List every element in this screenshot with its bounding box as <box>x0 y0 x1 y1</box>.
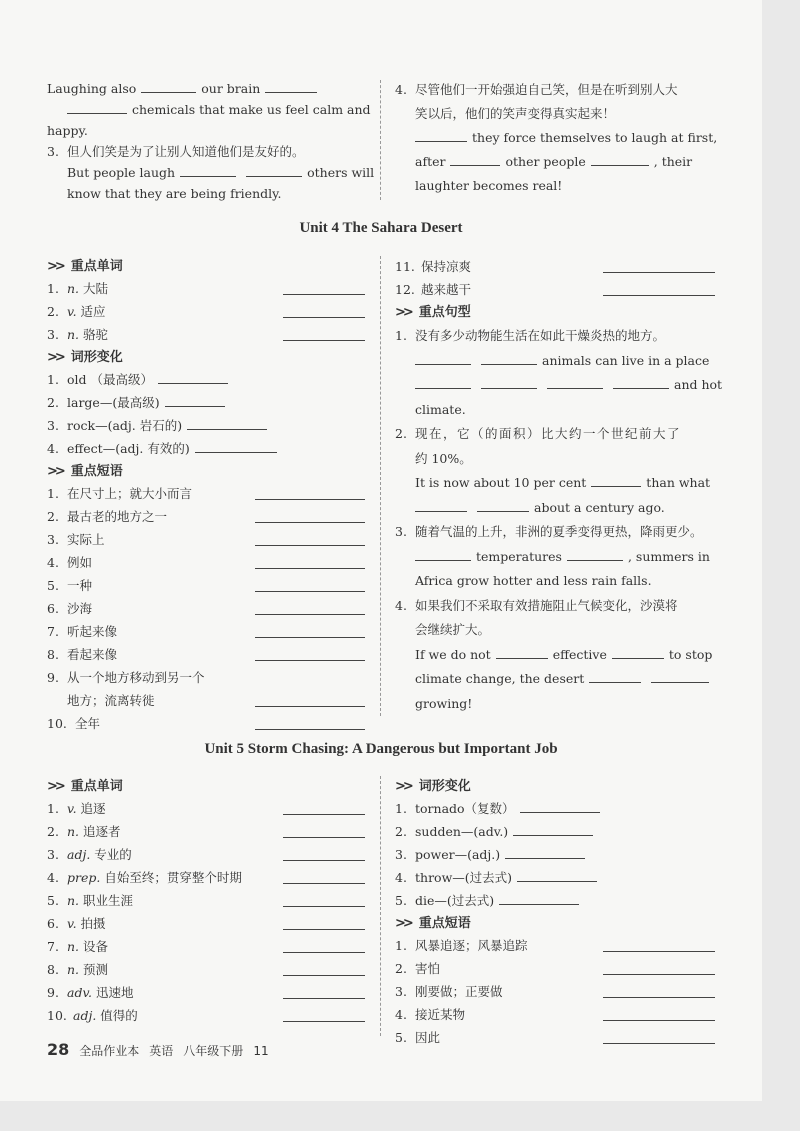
double-chevron-icon: >> <box>395 305 411 320</box>
answer-blank[interactable] <box>505 846 585 859</box>
unit5-vocab-heading: >> 重点单词 <box>47 779 123 794</box>
answer-blank[interactable] <box>187 417 267 430</box>
unit4-forms-heading: >> 词形变化 <box>47 350 123 365</box>
list-item: 12. 越来越干 <box>395 279 715 302</box>
column-divider <box>380 80 381 200</box>
answer-blank[interactable] <box>255 522 365 523</box>
unit4-vocab-heading: >> 重点单词 <box>47 259 123 274</box>
answer-blank[interactable] <box>283 340 365 341</box>
double-chevron-icon: >> <box>395 916 411 931</box>
page-number: 28 <box>47 1040 70 1059</box>
unit5-forms-heading: >> 词形变化 <box>395 779 471 794</box>
unit5-title: Unit 5 Storm Chasing: A Dangerous but Important Job <box>204 741 558 757</box>
list-item: 4. 例如 <box>47 552 365 575</box>
list-item: 1. n. 大陆 <box>47 278 365 301</box>
list-item: 3. 刚要做；正要做 <box>395 981 715 1004</box>
list-item: 1. 风暴追逐；风暴追踪 <box>395 935 715 958</box>
answer-blank[interactable] <box>283 952 365 953</box>
list-item: 3. n. 骆驼 <box>47 324 365 347</box>
list-item: 5. 因此 <box>395 1027 715 1050</box>
answer-blank[interactable] <box>283 929 365 930</box>
answer-blank[interactable] <box>283 883 365 884</box>
answer-blank[interactable] <box>255 660 365 661</box>
answer-blank[interactable] <box>255 637 365 638</box>
unit5-phrases-heading: >> 重点短语 <box>395 916 471 931</box>
book-name: 全品作业本 <box>79 1044 140 1058</box>
lesson-number: 11 <box>253 1044 269 1058</box>
answer-blank[interactable] <box>255 729 365 730</box>
list-item: 9. 从一个地方移动到另一个 <box>47 670 205 685</box>
list-item: 2. 最古老的地方之一 <box>47 506 365 529</box>
double-chevron-icon: >> <box>395 779 411 794</box>
unit4-phrases-heading: >> 重点短语 <box>47 464 123 479</box>
list-item: 5. 一种 <box>47 575 365 598</box>
list-item: 2. sudden—(adv.) <box>395 821 715 844</box>
list-item: 10. adj. 值得的 <box>47 1005 365 1028</box>
list-item: 1. v. 追逐 <box>47 798 365 821</box>
answer-blank[interactable] <box>158 371 228 384</box>
answer-blank[interactable] <box>255 545 365 546</box>
list-item: 1. 在尺寸上；就大小而言 <box>47 483 365 506</box>
list-item: 5. die—(过去式) <box>395 890 715 913</box>
column-divider <box>380 256 381 716</box>
list-item: 9. adv. 迅速地 <box>47 982 365 1005</box>
list-item: 4. effect—(adj. 有效的) <box>47 438 365 461</box>
answer-blank[interactable] <box>255 706 365 707</box>
answer-blank[interactable] <box>603 295 715 296</box>
list-item: 11. 保持凉爽 <box>395 256 715 279</box>
list-item: 1. tornado（复数） <box>395 798 715 821</box>
list-item: 地方；流离转徙 <box>47 690 365 713</box>
answer-blank[interactable] <box>195 440 277 453</box>
answer-blank[interactable] <box>283 814 365 815</box>
answer-blank[interactable] <box>165 394 225 407</box>
answer-blank[interactable] <box>283 860 365 861</box>
answer-blank[interactable] <box>283 906 365 907</box>
answer-blank[interactable] <box>255 591 365 592</box>
answer-blank[interactable] <box>603 272 715 273</box>
list-item: 7. n. 设备 <box>47 936 365 959</box>
top-right-column: 4. 尽管他们一开始强迫自己笑，但是在听到别人大 笑以后，他们的笑声变得真实起来！ they force themselves to laugh at first, after other people , their laughter becomes real! <box>395 82 718 193</box>
grade: 八年级下册 <box>183 1044 244 1058</box>
answer-blank[interactable] <box>603 1020 715 1021</box>
answer-blank[interactable] <box>255 568 365 569</box>
answer-blank[interactable] <box>255 614 365 615</box>
double-chevron-icon: >> <box>47 350 63 365</box>
list-item: 8. 看起来像 <box>47 644 365 667</box>
unit5-right-column <box>395 776 715 1050</box>
answer-blank[interactable] <box>255 499 365 500</box>
sentence-block: 1. 没有多少动物能生活在如此干燥炎热的地方。 animals can live in a place and hot climate. 2. 现在，它（的面积）比大约一个世纪前大了 约 10%。 It is now about 10 per cent than what about a century ago. 3. 随着气温的上升，非洲的夏季变得更热，降雨更少。 temperatures , summers in Africa grow hotter and less rain falls. 4. 如果我们不采取有效措施阻止气候变化，沙漠将 会继续扩大。 If we do not effective to stop climate change, the desert growing! <box>395 328 723 711</box>
list-item: 8. n. 预测 <box>47 959 365 982</box>
list-item: 4. 接近某物 <box>395 1004 715 1027</box>
double-chevron-icon: >> <box>47 464 63 479</box>
answer-blank[interactable] <box>283 837 365 838</box>
unit5-left-column <box>47 776 365 1028</box>
list-item: 3. rock—(adj. 岩石的) <box>47 415 365 438</box>
list-item: 3. adj. 专业的 <box>47 844 365 867</box>
answer-blank[interactable] <box>517 869 597 882</box>
list-item: 3. power—(adj.) <box>395 844 715 867</box>
list-item: 2. 害怕 <box>395 958 715 981</box>
page-footer <box>47 1040 279 1059</box>
list-item: 10. 全年 <box>47 713 365 736</box>
unit4-sentences-heading: >> 重点句型 <box>395 305 471 320</box>
answer-blank[interactable] <box>499 892 579 905</box>
answer-blank[interactable] <box>520 800 600 813</box>
answer-blank[interactable] <box>603 1043 715 1044</box>
list-item: 4. throw—(过去式) <box>395 867 715 890</box>
answer-blank[interactable] <box>603 974 715 975</box>
unit4-title: Unit 4 The Sahara Desert <box>299 220 463 236</box>
list-item: 2. v. 适应 <box>47 301 365 324</box>
answer-blank[interactable] <box>283 975 365 976</box>
answer-blank[interactable] <box>283 317 365 318</box>
list-item: 5. n. 职业生涯 <box>47 890 365 913</box>
answer-blank[interactable] <box>603 951 715 952</box>
answer-blank[interactable] <box>283 998 365 999</box>
double-chevron-icon: >> <box>47 779 63 794</box>
double-chevron-icon: >> <box>47 259 63 274</box>
list-item: 2. n. 追逐者 <box>47 821 365 844</box>
list-item: 4. prep. 自始至终；贯穿整个时期 <box>47 867 365 890</box>
answer-blank[interactable] <box>283 294 365 295</box>
subject: 英语 <box>149 1044 174 1058</box>
column-divider <box>380 776 381 1036</box>
answer-blank[interactable] <box>513 823 593 836</box>
top-left-column: Laughing also our brain chemicals that make us feel calm and happy. 3. 但人们笑是为了让别人知道他们是友好的。 But people laugh others will know that they are being friendly. <box>47 81 375 201</box>
list-item: 1. old （最高级） <box>47 369 365 392</box>
list-item: 3. 实际上 <box>47 529 365 552</box>
list-item: 7. 听起来像 <box>47 621 365 644</box>
list-item: 2. large—(最高级) <box>47 392 365 415</box>
list-item: 6. 沙海 <box>47 598 365 621</box>
answer-blank[interactable] <box>283 1021 365 1022</box>
unit4-left-column <box>47 256 365 736</box>
list-item: 6. v. 拍摄 <box>47 913 365 936</box>
unit4-right-column <box>395 256 723 716</box>
answer-blank[interactable] <box>603 997 715 998</box>
